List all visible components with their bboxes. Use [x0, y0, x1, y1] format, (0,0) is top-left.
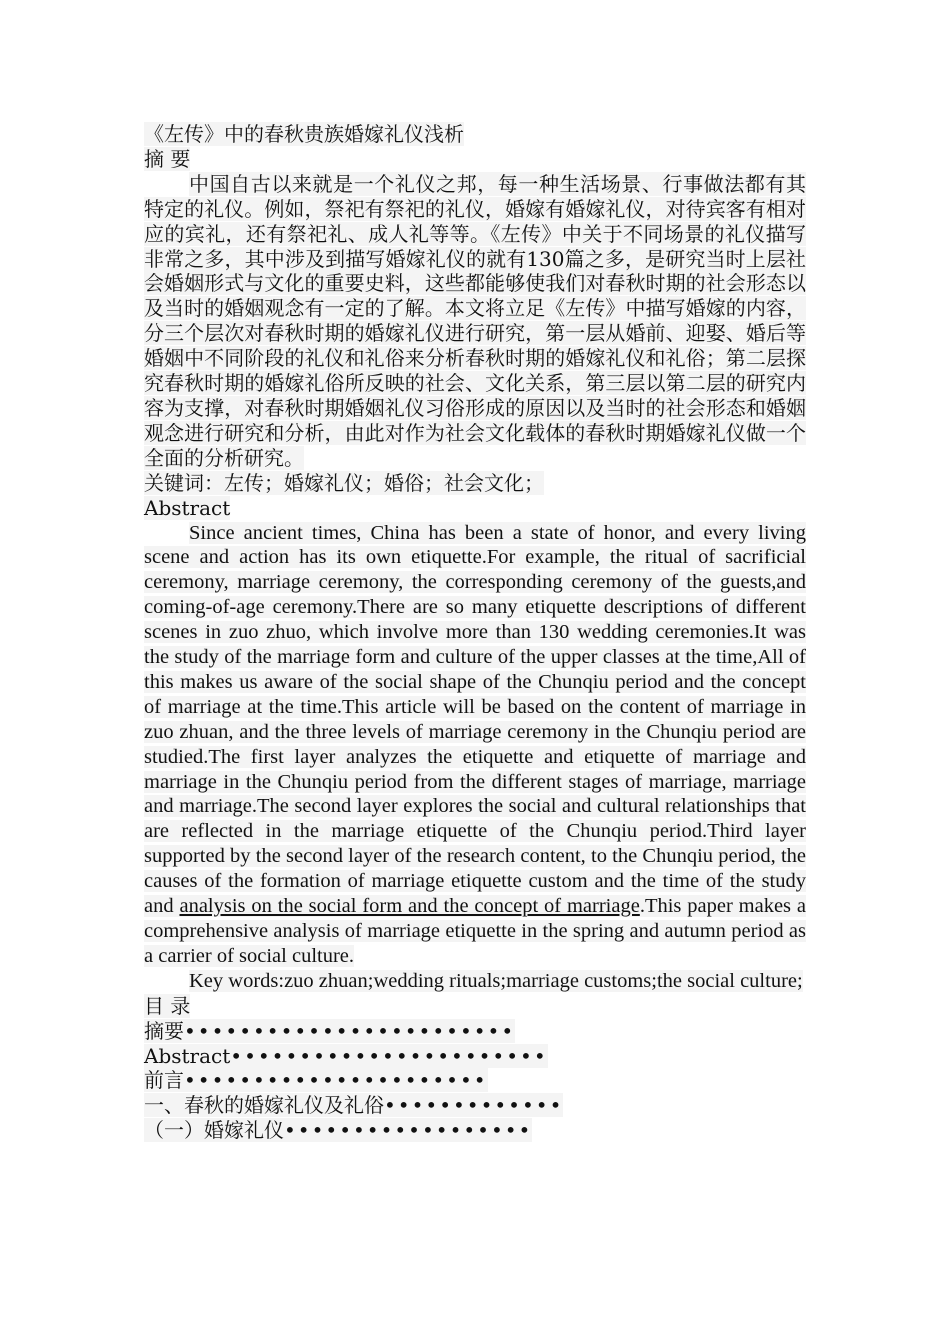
- abstract-en-heading: Abstract: [144, 495, 231, 520]
- toc-heading: 目 录: [144, 993, 191, 1018]
- toc-entry: 摘要••••••••••••••••••••••••: [144, 1018, 516, 1043]
- keywords-cn: 关键词：左传；婚嫁礼仪；婚俗；社会文化；: [144, 470, 544, 495]
- document-page: [144, 122, 806, 1143]
- abstract-heading: 摘 要: [144, 146, 191, 171]
- abstract-en-underlined: analysis on the social form and the concept of marriage: [179, 895, 640, 918]
- toc-entry: Abstract•••••••••••••••••••••••: [144, 1043, 548, 1068]
- keywords-en: Key words:zuo zhuan;wedding rituals;marriage customs;the social culture;: [189, 969, 803, 992]
- toc-entry: 前言••••••••••••••••••••••: [144, 1068, 488, 1093]
- document-title: 《左传》中的春秋贵族婚嫁礼仪浅析: [144, 122, 464, 146]
- toc-entry: 一、春秋的婚嫁礼仪及礼俗•••••••••••••: [144, 1093, 564, 1118]
- abstract-cn: 中国自古以来就是一个礼仪之邦，每一种生活场景、行事做法都有其特定的礼仪。例如，祭祀有祭祀的礼仪，婚嫁有婚嫁礼仪，对待宾客有相对应的宾礼，还有祭祀礼、成人礼等等。《左传》中关于不同场景的礼仪描写非常之多，其中涉及到描写婚嫁礼仪的就有130篇之多，是研究当时上层社会婚姻形式与文化的重要史料，这些都能够使我们对春秋时期的社会形态以及当时的婚姻观念有一定的了解。本文将立足《左传》中描写婚嫁的内容，分三个层次对春秋时期的婚嫁礼仪进行研究，第一层从婚前、迎娶、婚后等婚姻中不同阶段的礼仪和礼俗来分析春秋时期的婚嫁礼仪和礼俗；第二层探究春秋时期的婚嫁礼俗所反映的社会、文化关系，第三层以第二层的研究内容为支撑，对春秋时期婚姻礼仪习俗形成的原因以及当时的社会形态和婚姻观念进行研究和分析，由此对作为社会文化载体的春秋时期婚嫁礼仪做一个全面的分析研究。: [144, 171, 806, 470]
- abstract-en: Since ancient times, China has been a state of honor, and every living scene and action has its own etiquette.For example, the ritual of sacrificial ceremony, marriage ceremony, the corresponding ceremony of the guests,and coming-of-age ceremony.There are so many etiquette descriptions of different scenes in zuo zhuo, which involve more than 130 wedding ceremonies.It was the study of the marriage form and culture of the upper classes at the time,All of this makes us aware of the social shape of the Chunqiu period and the concept of marriage at the time.This article will be based on the content of marriage in zuo zhuan, and the three levels of marriage ceremony in the Chunqiu period are studied.The first layer analyzes the etiquette and etiquette of marriage and marriage in the Chunqiu period from the different stages of marriage, marriage and marriage.The second layer explores the social and cultural relationships that are reflected in the marriage etiquette of the Chunqiu period.Third layer supported by the second layer of the research content, to the Chunqiu period, the causes of the formation of marriage etiquette custom and the time of the study and analysis on the social form and the concept of marriage.This paper makes a comprehensive analysis of marriage etiquette in the spring and autumn period as a carrier of social culture.: [144, 521, 806, 967]
- toc-entry: （一）婚嫁礼仪••••••••••••••••••: [144, 1118, 533, 1143]
